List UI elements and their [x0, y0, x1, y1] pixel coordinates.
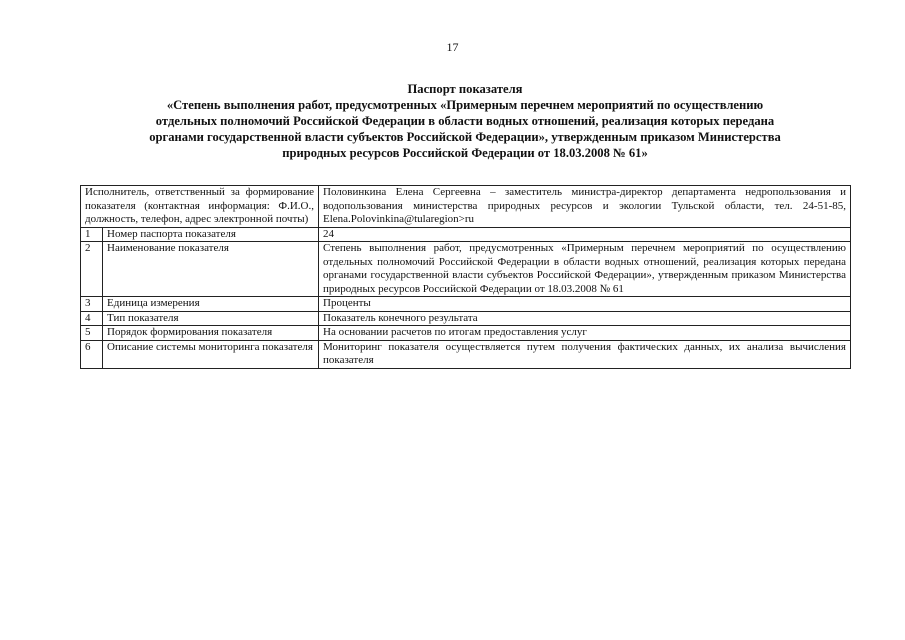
table-row: [81, 297, 851, 312]
row-label: Единица измерения: [103, 297, 319, 312]
table-row-executor: [81, 186, 851, 228]
page-number: 17: [446, 40, 459, 54]
executor-value-cell: Половинкина Елена Сергеевна – заместитель министра-директор департамента недропользования и водопользования министерства природных ресурсов и экологии Тульской области, тел. 24-51-85, Elena.Polovinkina@tularegion>ru: [319, 186, 851, 228]
row-label: Описание системы мониторинга показателя: [103, 340, 319, 368]
row-number: 6: [81, 340, 103, 368]
row-value: 24: [319, 227, 851, 242]
row-number: 3: [81, 297, 103, 312]
row-number: 2: [81, 242, 103, 297]
title-line: отдельных полномочий Российской Федерации в области водных отношений, реализация которых передана: [155, 114, 775, 128]
row-label: Наименование показателя: [103, 242, 319, 297]
table-row: [81, 326, 851, 341]
row-number: 1: [81, 227, 103, 242]
row-label: Номер паспорта показателя: [103, 227, 319, 242]
title-line: «Степень выполнения работ, предусмотренных «Примерным перечнем мероприятий по осуществлению: [166, 98, 764, 112]
indicator-passport-table: [80, 185, 851, 369]
row-number: 5: [81, 326, 103, 341]
row-value: Мониторинг показателя осуществляется путем получения фактических данных, их анализа вычисления показателя: [319, 340, 851, 368]
table-row: [81, 242, 851, 297]
row-number: 4: [81, 311, 103, 326]
row-value: На основании расчетов по итогам предоставления услуг: [319, 326, 851, 341]
row-value: Степень выполнения работ, предусмотренных «Примерным перечнем мероприятий по осуществлению отдельных полномочий Российской Федерации в области водных отношений, реализация которых передана органами государственной власти субъектов Российской Федерации», утвержденным приказом Министерства природных ресурсов Российской Федерации от 18.03.2008 № 61: [319, 242, 851, 297]
table-row: [81, 311, 851, 326]
row-label: Тип показателя: [103, 311, 319, 326]
title-line: Паспорт показателя: [407, 82, 523, 96]
row-value: Показатель конечного результата: [319, 311, 851, 326]
title-line: природных ресурсов Российской Федерации от 18.03.2008 № 61»: [282, 146, 648, 160]
row-label: Порядок формирования показателя: [103, 326, 319, 341]
table-row: [81, 227, 851, 242]
executor-label-cell: Исполнитель, ответственный за формирование показателя (контактная информация: Ф.И.О., должность, телефон, адрес электронной почты): [81, 186, 319, 228]
table-row: [81, 340, 851, 368]
row-value: Проценты: [319, 297, 851, 312]
document-title: [80, 81, 850, 161]
title-line: органами государственной власти субъектов Российской Федерации», утвержденным приказом Министерства: [149, 130, 781, 144]
